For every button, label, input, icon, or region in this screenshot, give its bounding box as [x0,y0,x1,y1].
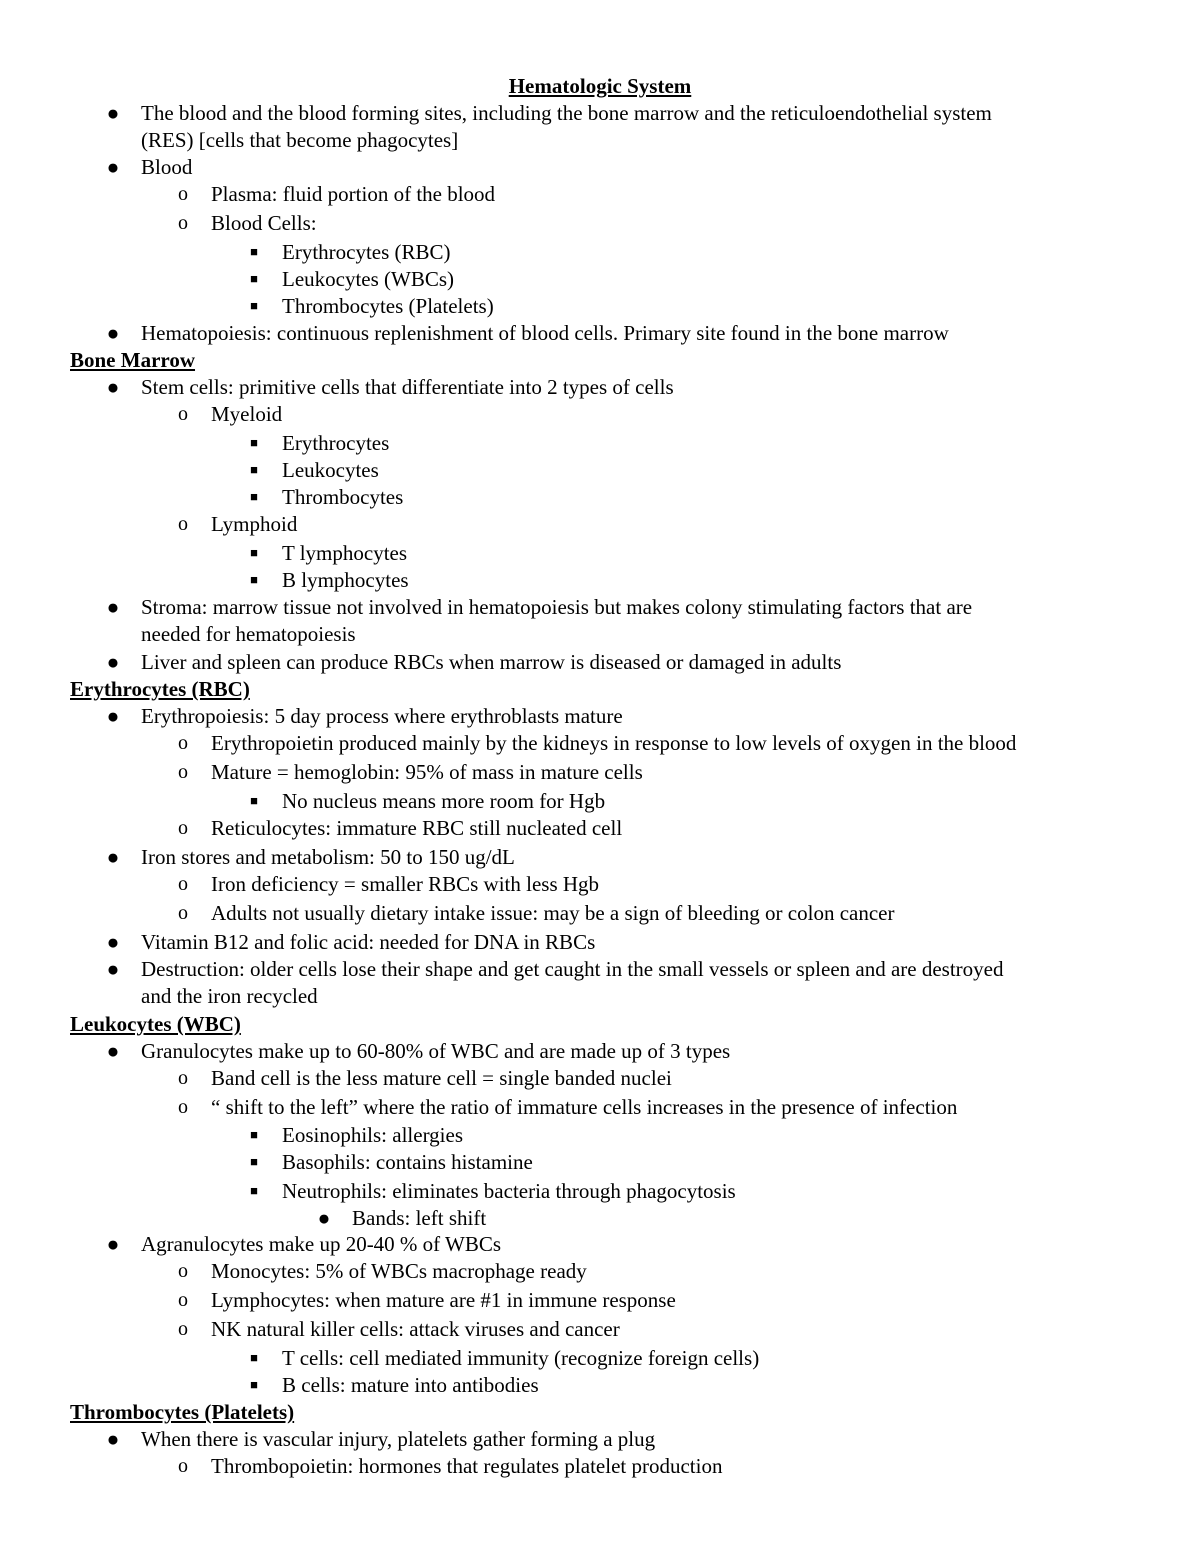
square-bullet-icon: ■ [250,244,258,259]
square-bullet-icon: ■ [250,1154,258,1169]
item-text: Destruction: older cells lose their shape and get caught in the small vessels or spleen and are destroyed [141,957,1004,981]
list-item [250,1344,760,1372]
circle-bullet-icon: o [178,902,188,924]
item-text: Bands: left shift [352,1206,487,1230]
list-item [178,1315,620,1343]
list-item [106,702,623,730]
square-bullet-icon: ■ [250,793,258,808]
item-text: Thrombocytes (Platelets) [282,294,494,318]
circle-bullet-icon: o [178,1096,188,1118]
section-heading-bone-marrow: Bone Marrow [70,348,196,372]
item-text: Vitamin B12 and folic acid: needed for DNA in RBCs [141,930,596,954]
circle-bullet-icon: o [178,1067,188,1089]
item-text: Erythrocytes (RBC) [282,240,451,264]
list-item [178,1064,672,1092]
list-item [178,899,895,927]
list-item [250,539,408,567]
item-text: T lymphocytes [282,541,408,565]
square-bullet-icon: ■ [250,489,258,504]
square-bullet-icon: ■ [250,298,258,313]
list-item [106,1037,731,1065]
item-text: Leukocytes (WBCs) [282,267,455,291]
square-bullet-icon: ■ [250,1377,258,1392]
list-item [250,566,409,594]
item-text: No nucleus means more room for Hgb [282,789,606,813]
circle-bullet-icon: o [178,817,188,839]
item-text: Mature = hemoglobin: 95% of mass in mature cells [211,760,643,784]
square-bullet-icon: ■ [250,462,258,477]
item-text: Adults not usually dietary intake issue: may be a sign of bleeding or colon cancer [211,901,895,925]
item-continuation: needed for hematopoiesis [141,622,356,646]
list-item [178,729,1017,757]
list-item [250,292,494,320]
list-item [178,1257,587,1285]
item-text: Eosinophils: allergies [282,1123,464,1147]
list-item [106,1230,502,1258]
list-item [178,180,496,208]
item-text: Monocytes: 5% of WBCs macrophage ready [211,1259,587,1283]
item-continuation: and the iron recycled [141,984,318,1008]
bullet-icon: ● [106,957,120,981]
list-item [250,238,451,266]
bullet-icon: ● [106,1232,120,1256]
list-item [250,1371,539,1399]
bullet-icon: ● [106,704,120,728]
item-text: Blood [141,155,193,179]
item-text: B lymphocytes [282,568,409,592]
item-text: Band cell is the less mature cell = single banded nuclei [211,1066,672,1090]
circle-bullet-icon: o [178,873,188,895]
bullet-icon: ● [106,930,120,954]
bullet-icon: ● [106,155,120,179]
square-bullet-icon: ■ [250,271,258,286]
item-text: When there is vascular injury, platelets gather forming a plug [141,1427,656,1451]
list-item [106,843,515,871]
list-item [106,153,193,181]
list-item [178,1452,723,1480]
list-item [106,99,992,127]
square-bullet-icon: ■ [250,545,258,560]
list-item [178,870,600,898]
list-item [250,483,404,511]
item-text: Agranulocytes make up 20-40 % of WBCs [141,1232,502,1256]
circle-bullet-icon: o [178,732,188,754]
circle-bullet-icon: o [178,1455,188,1477]
item-text: Erythropoietin produced mainly by the kidneys in response to low levels of oxygen in the blood [211,731,1017,755]
item-text: Thrombopoietin: hormones that regulates platelet production [211,1454,723,1478]
circle-bullet-icon: o [178,1289,188,1311]
bullet-icon: ● [317,1206,331,1230]
list-item [106,1425,656,1453]
bullet-icon: ● [106,101,120,125]
list-item [178,1093,958,1121]
item-text: Neutrophils: eliminates bacteria through phagocytosis [282,1179,736,1203]
bullet-icon: ● [106,321,120,345]
bullet-icon: ● [106,1039,120,1063]
list-item [178,1286,676,1314]
list-item [178,209,317,237]
item-text: Lymphoid [211,512,298,536]
list-item [106,593,973,621]
circle-bullet-icon: o [178,403,188,425]
bullet-icon: ● [106,375,120,399]
square-bullet-icon: ■ [250,1350,258,1365]
list-item [250,1148,533,1176]
item-text: B cells: mature into antibodies [282,1373,539,1397]
item-text: Liver and spleen can produce RBCs when marrow is diseased or damaged in adults [141,650,842,674]
bullet-icon: ● [106,1427,120,1451]
item-text: Leukocytes [282,458,379,482]
item-text: Stroma: marrow tissue not involved in hematopoiesis but makes colony stimulating factors that are [141,595,973,619]
item-text: Myeloid [211,402,283,426]
item-text: Blood Cells: [211,211,317,235]
square-bullet-icon: ■ [250,572,258,587]
bullet-icon: ● [106,595,120,619]
circle-bullet-icon: o [178,212,188,234]
item-text: T cells: cell mediated immunity (recognize foreign cells) [282,1346,760,1370]
item-text: Granulocytes make up to 60-80% of WBC and are made up of 3 types [141,1039,731,1063]
list-item [250,1121,464,1149]
item-text: The blood and the blood forming sites, including the bone marrow and the reticuloendothelial system [141,101,992,125]
list-item [250,787,606,815]
list-item [178,400,283,428]
list-item [106,928,596,956]
list-item [178,814,623,842]
list-item [250,456,379,484]
item-text: Iron stores and metabolism: 50 to 150 ug/dL [141,845,515,869]
circle-bullet-icon: o [178,1260,188,1282]
square-bullet-icon: ■ [250,1127,258,1142]
item-continuation: (RES) [cells that become phagocytes] [141,128,459,152]
list-item [178,510,298,538]
list-item [250,1177,736,1205]
item-text: Plasma: fluid portion of the blood [211,182,496,206]
item-text: Basophils: contains histamine [282,1150,533,1174]
section-heading-erythrocytes: Erythrocytes (RBC) [70,677,250,701]
item-text: Iron deficiency = smaller RBCs with less Hgb [211,872,600,896]
circle-bullet-icon: o [178,183,188,205]
list-item [106,319,949,347]
item-text: Erythropoiesis: 5 day process where erythroblasts mature [141,704,623,728]
square-bullet-icon: ■ [250,1183,258,1198]
circle-bullet-icon: o [178,1318,188,1340]
circle-bullet-icon: o [178,761,188,783]
list-item [250,265,455,293]
circle-bullet-icon: o [178,513,188,535]
item-text: Lymphocytes: when mature are #1 in immune response [211,1288,676,1312]
item-text: Stem cells: primitive cells that differentiate into 2 types of cells [141,375,674,399]
document-title: Hematologic System [508,74,692,98]
list-item [106,373,674,401]
bullet-icon: ● [106,650,120,674]
bullet-icon: ● [106,845,120,869]
section-heading-leukocytes: Leukocytes (WBC) [70,1012,241,1036]
list-item [317,1204,487,1232]
item-text: NK natural killer cells: attack viruses and cancer [211,1317,620,1341]
list-item [106,648,842,676]
list-item [178,758,643,786]
section-heading-thrombocytes: Thrombocytes (Platelets) [70,1400,295,1424]
item-text: Hematopoiesis: continuous replenishment of blood cells. Primary site found in the bone marrow [141,321,949,345]
list-item [250,429,390,457]
item-text: Erythrocytes [282,431,390,455]
list-item [106,955,1004,983]
square-bullet-icon: ■ [250,435,258,450]
item-text: “ shift to the left” where the ratio of immature cells increases in the presence of infection [211,1095,958,1119]
item-text: Reticulocytes: immature RBC still nucleated cell [211,816,623,840]
item-text: Thrombocytes [282,485,404,509]
